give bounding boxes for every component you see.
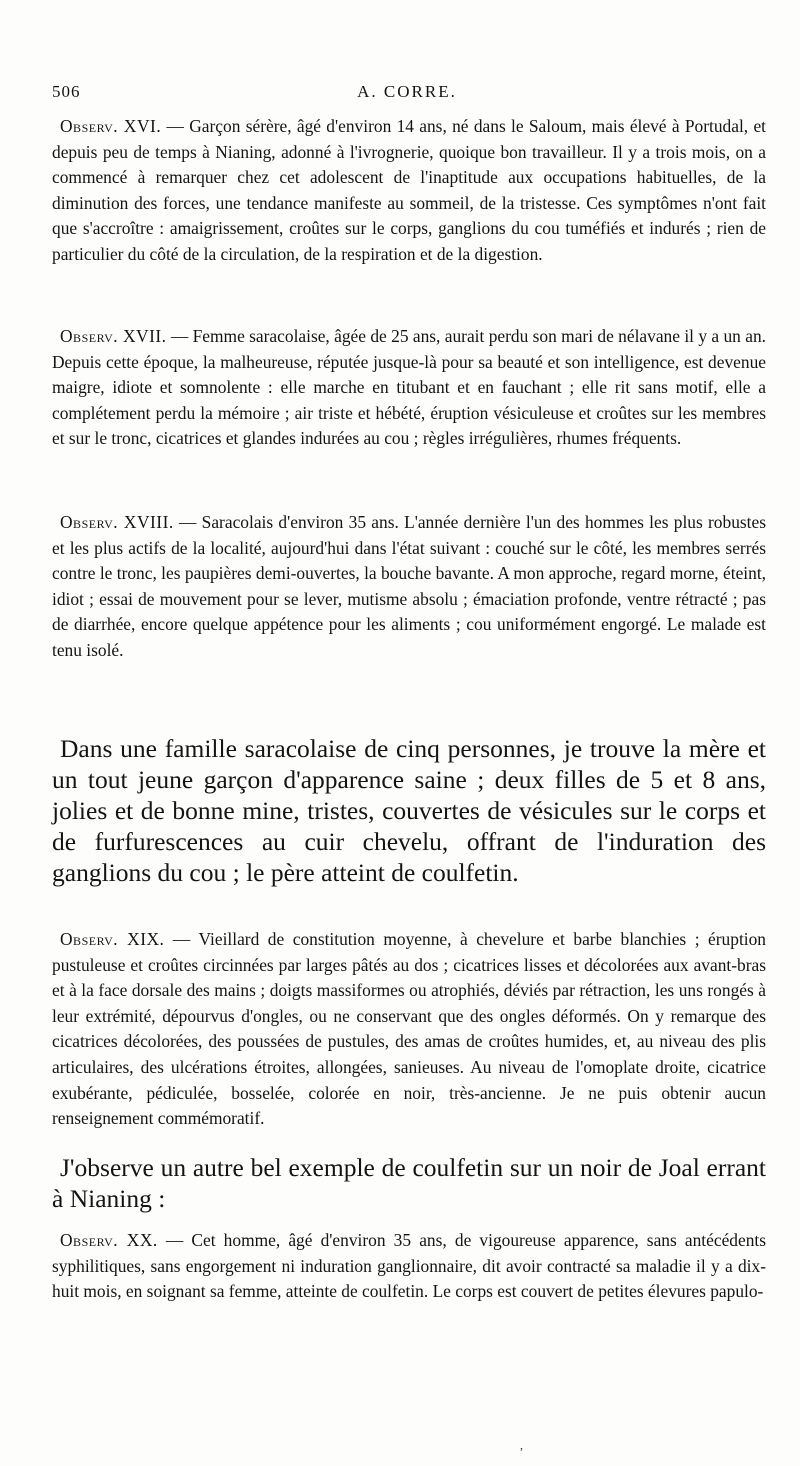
observation-label: Observ. XIX. [60,929,165,949]
observation-text: — Femme saracolaise, âgée de 25 ans, aurait perdu son mari de nélavane il y a un an. Depuis cette époque, la malheureuse, réputée jusque-là pour sa beauté et son intelligence, est devenue maigre, idiote et somnolente : elle marche en titubant et en fauchant ; elle rit sans motif, elle a complétement perdu la mémoire ; air triste et hébété, éruption vésiculeuse et croûtes sur les membres et sur le tronc, cicatrices et glandes indurées au cou ; règles irrégulières, rhumes fréquents. [52,326,766,449]
observation-text: — Cet homme, âgé d'environ 35 ans, de vigoureuse apparence, sans antécédents syphilitiques, sans engorgement ni induration ganglionnaire, dit avoir contracté sa maladie il y a dix-huit mois, en soignant sa femme, atteinte de coulfetin. Le corps est couvert de petites élevures papulo- [52,1230,767,1302]
page-number: 506 [52,82,81,101]
observation-text: — Garçon sérère, âgé d'environ 14 ans, né dans le Saloum, mais élevé à Portudal, et depuis peu de temps à Nianing, adonné à l'ivrognerie, quoique bon travailleur. Il y a trois mois, on a commencé à remarquer chez cet adolescent de l'inaptitude aux occupations habituelles, de la diminution des forces, une tendance manifeste au sommeil, de la tristesse. Ces symptômes n'ont fait que s'accroître : amaigrissement, croûtes sur le corps, ganglions du cou tuméfiés et indurés ; rien de particulier du côté de la circulation, de la respiration et de la digestion. [52,116,766,264]
print-mark: , [520,1438,523,1452]
family-case-paragraph [52,733,766,888]
observation-label: Observ. XVI. [60,116,162,136]
observation-label: Observ. XX. [60,1230,158,1250]
observation-label: Observ. XVII. [60,326,167,346]
observation-16-paragraph [52,114,766,268]
paragraph-text: J'observe un autre bel exemple de coulfetin sur un noir de Joal errant à Nianing : [52,1153,766,1213]
observation-label: Observ. XVIII. [60,512,174,532]
paragraph-text: Dans une famille saracolaise de cinq personnes, je trouve la mère et un tout jeune garçon d'apparence saine ; deux filles de 5 et 8 ans, jolies et de bonne mine, tristes, couvertes de vésicules sur le corps et de furfurescences au cuir chevelu, offrant de l'induration des ganglions du cou ; le père atteint de coulfetin. [52,734,766,887]
observation-18-paragraph [52,510,766,664]
running-title: A. CORRE. [357,82,457,101]
running-head [52,82,762,108]
observation-17-paragraph [52,324,766,452]
observation-20-paragraph [52,1228,766,1305]
observation-19-paragraph [52,927,766,1132]
observation-text: — Vieillard de constitution moyenne, à chevelure et barbe blanchies ; éruption pustuleuse et croûtes circinnées par larges pâtés au dos ; cicatrices lisses et décolorées aux avant-bras et à la face dorsale des mains ; doigts massiformes ou atrophiés, déviés par rétraction, les uns rongés à leur extrémité, dépourvus d'ongles, ou ne conservant que des ongles déformés. On y remarque des cicatrices décolorées, des poussées de pustules, des amas de croûtes humides, et, au niveau des plis articulaires, des ulcérations étroites, allongées, sanieuses. Au niveau de l'omoplate droite, cicatrice exubérante, pédiculée, bosselée, colorée en noir, très-ancienne. Je ne puis obtenir aucun renseignement commémoratif. [52,929,766,1129]
joal-case-paragraph [52,1152,766,1214]
observation-text: — Saracolais d'environ 35 ans. L'année dernière l'un des hommes les plus robustes et les plus actifs de la localité, aujourd'hui dans l'état suivant : couché sur le côté, les membres serrés contre le tronc, les paupières demi-ouvertes, la bouche bavante. A mon approche, regard morne, éteint, idiot ; essai de mouvement pour se lever, mutisme absolu ; émaciation profonde, ventre rétracté ; pas de diarrhée, encore quelque appétence pour les aliments ; cou uniformément engorgé. Le malade est tenu isolé. [52,512,766,660]
